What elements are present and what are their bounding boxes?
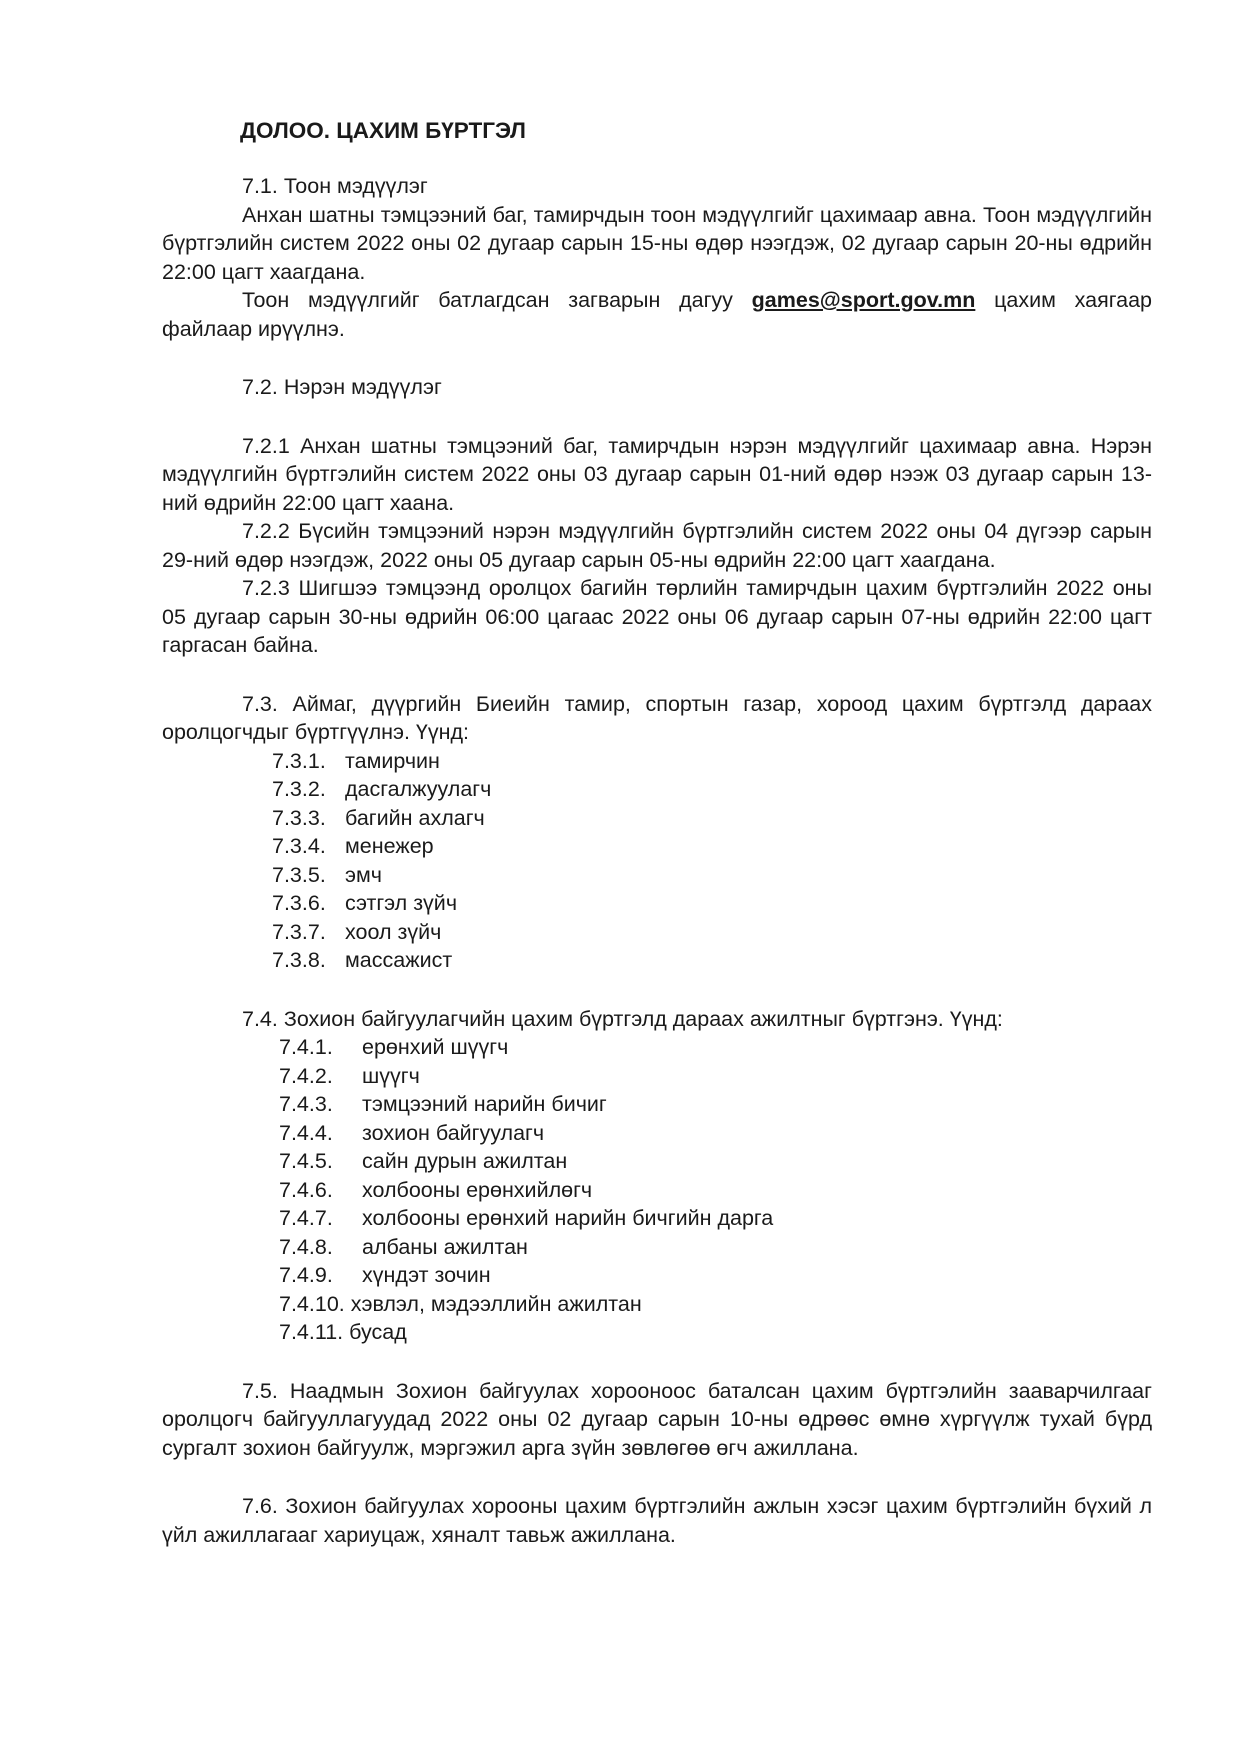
list-item: 7.4.10. хэвлэл, мэдээллийн ажилтан bbox=[279, 1291, 642, 1316]
section-7-3 bbox=[162, 690, 1152, 975]
document-page bbox=[162, 116, 1152, 1549]
list-item: 7.4.6. холбооны ерөнхийлөгч bbox=[279, 1177, 593, 1202]
list-item: 7.4.9. хүндэт зочин bbox=[279, 1263, 491, 1287]
section-7-2-2-paragraph: 7.2.2 Бүсийн тэмцээний нэрэн мэдүүлгийн бүртгэлийн систем 2022 оны 04 дүгээр сарын 29-ний өдөр нээгдэж, 2022 оны 05 дугаар сарын 05-ны өдрийн 22:00 цагт хаагдана. bbox=[162, 519, 1152, 572]
list-item: 7.3.2. дасгалжуулагч bbox=[272, 777, 492, 801]
section-7-5-paragraph: 7.5. Наадмын Зохион байгуулах хорооноос баталсан цахим бүртгэлийн зааварчилгааг оролцогч байгууллагуудад 2022 оны 02 дугаар сарын 10-ны өдрөөс өмнө хүргүүлж тухай бүрд сургалт зохион байгуулж, мэргэжил арга зүйн зөвлөгөө өгч ажиллана. bbox=[162, 1378, 1152, 1460]
section-7-6 bbox=[162, 1492, 1152, 1549]
paragraph-text: Тоон мэдүүлгийг батлагдсан загварын дагуу bbox=[242, 288, 752, 312]
list-item: 7.3.4. менежер bbox=[272, 834, 434, 858]
participant-list bbox=[162, 747, 1152, 975]
list-item: 7.4.1. ерөнхий шүүгч bbox=[279, 1035, 509, 1059]
list-item: 7.4.11. бусад bbox=[279, 1320, 407, 1344]
list-item: 7.3.7. хоол зүйч bbox=[272, 919, 442, 944]
email-link[interactable]: games@sport.gov.mn bbox=[751, 288, 976, 312]
section-7-2-1-paragraph: 7.2.1 Анхан шатны тэмцээний баг, тамирчдын нэрэн мэдүүлгийг цахимаар авна. Нэрэн мэдүүлгийн бүртгэлийн систем 2022 оны 03 дугаар сарын 01-ний өдөр нээж 03 дугаар сарын 13-ний өдрийн 22:00 цагт хаана. bbox=[162, 433, 1152, 515]
section-heading: ДОЛОО. ЦАХИМ БҮРТГЭЛ bbox=[240, 118, 526, 143]
list-item: 7.3.5. эмч bbox=[272, 862, 382, 887]
list-item: 7.3.6. сэтгэл зүйч bbox=[272, 891, 458, 915]
list-item: 7.3.3. багийн ахлагч bbox=[272, 805, 485, 830]
list-item: 7.4.4. зохион байгуулагч bbox=[279, 1120, 545, 1145]
list-item: 7.4.3. тэмцээний нарийн бичиг bbox=[279, 1092, 607, 1116]
section-7-6-paragraph: 7.6. Зохион байгуулах хорооны цахим бүртгэлийн ажлын хэсэг цахим бүртгэлийн бүхий л үйл ажиллагааг хариуцаж, хяналт тавьж ажиллана. bbox=[162, 1494, 1152, 1547]
section-7-1-label: 7.1. Тоон мэдүүлэг bbox=[242, 174, 428, 198]
section-7-1-paragraph-1: Анхан шатны тэмцээний баг, тамирчдын тоон мэдүүлгийг цахимаар авна. Тоон мэдүүлгийн бүртгэлийн систем 2022 оны 02 дугаар сарын 15-ны өдөр нээгдэж, 02 дугаар сарын 20-ны өдрийн 22:00 цагт хаагдана. bbox=[162, 202, 1152, 284]
staff-list bbox=[162, 1033, 1152, 1347]
list-item: 7.4.2. шүүгч bbox=[279, 1063, 420, 1088]
paragraph-text: цахим хаягаар файлаар ирүүлнэ. bbox=[162, 288, 1153, 341]
section-7-1-paragraph-2 bbox=[162, 286, 1152, 343]
section-7-4 bbox=[162, 1005, 1152, 1347]
list-item: 7.4.7. холбооны ерөнхий нарийн бичгийн дарга bbox=[279, 1206, 774, 1230]
section-7-2 bbox=[162, 373, 1152, 660]
section-7-2-label: 7.2. Нэрэн мэдүүлэг bbox=[242, 375, 442, 399]
section-7-3-intro: 7.3. Аймаг, дүүргийн Биеийн тамир, спортын газар, хороод цахим бүртгэлд дараах оролцогчдыг бүртгүүлнэ. Үүнд: bbox=[162, 691, 1152, 744]
list-item: 7.4.5. сайн дурын ажилтан bbox=[279, 1149, 568, 1173]
list-item: 7.4.8. албаны ажилтан bbox=[279, 1234, 528, 1259]
section-7-1 bbox=[162, 172, 1152, 343]
list-item: 7.3.1. тамирчин bbox=[272, 748, 440, 773]
list-item: 7.3.8. массажист bbox=[272, 948, 453, 972]
section-7-4-intro: 7.4. Зохион байгуулагчийн цахим бүртгэлд дараах ажилтныг бүртгэнэ. Үүнд: bbox=[242, 1006, 1003, 1031]
section-7-2-3-paragraph: 7.2.3 Шигшээ тэмцээнд оролцох багийн төрлийн тамирчдын цахим бүртгэлийн 2022 оны 05 дугаар сарын 30-ны өдрийн 06:00 цагаас 2022 оны 06 дугаар сарын 07-ны өдрийн 22:00 цагт гаргасан байна. bbox=[162, 576, 1152, 657]
section-7-5 bbox=[162, 1377, 1152, 1463]
